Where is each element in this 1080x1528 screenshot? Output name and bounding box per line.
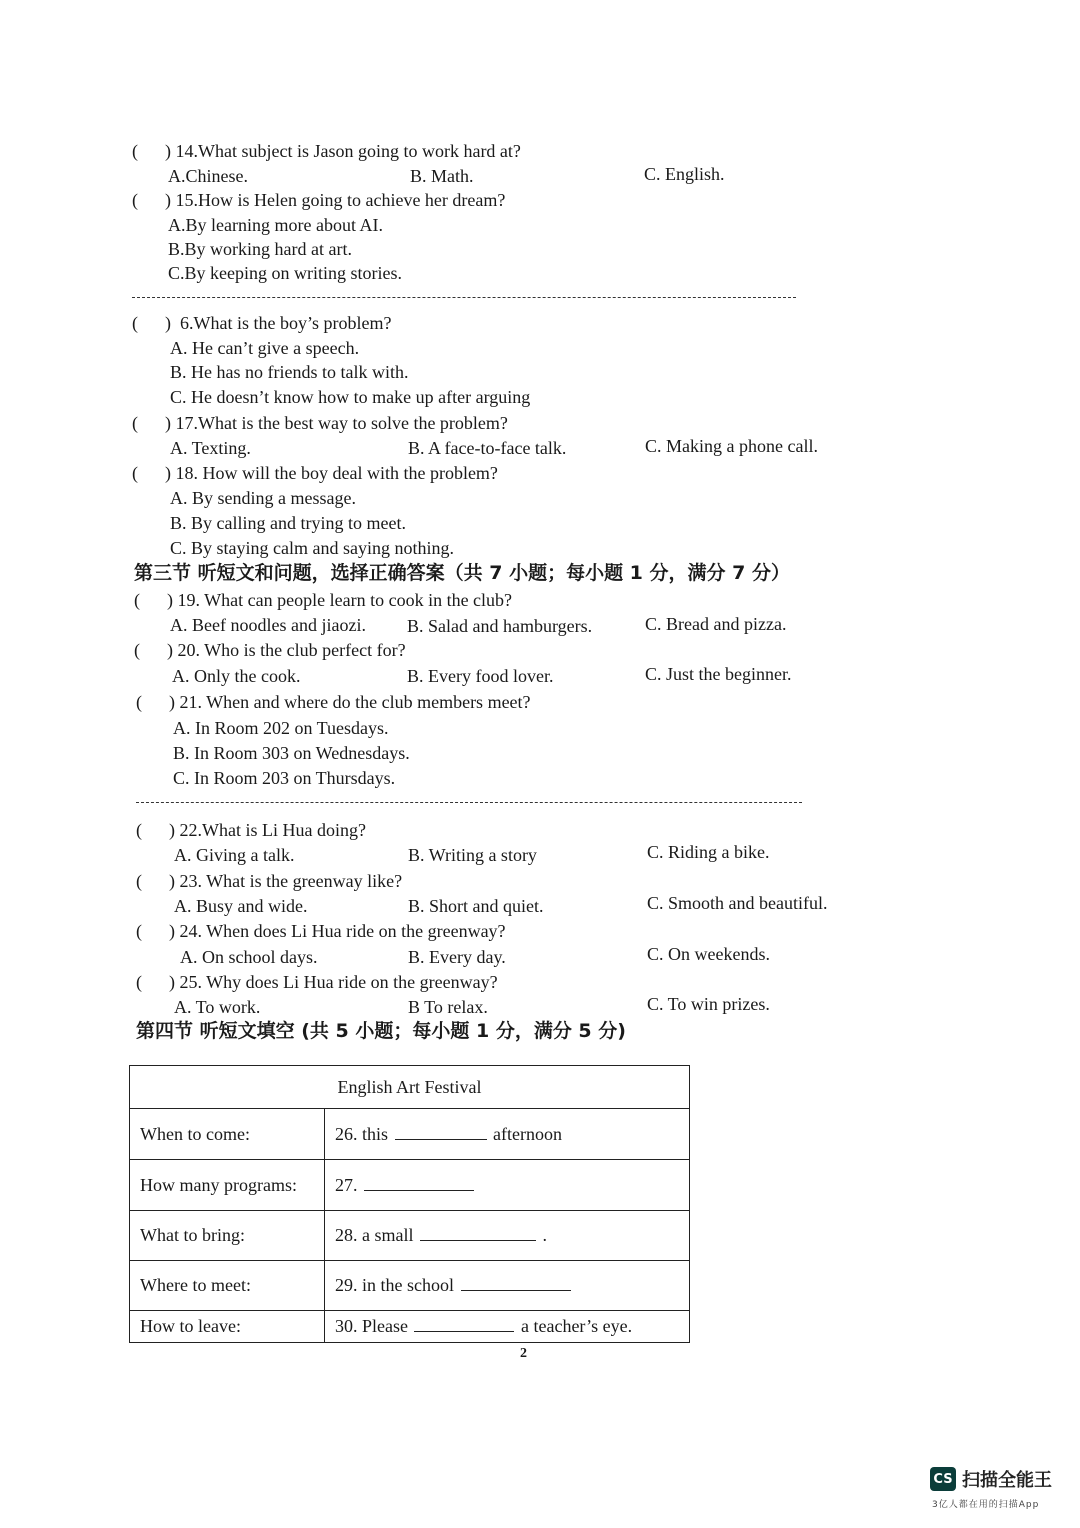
q17-option-c: C. Making a phone call. xyxy=(645,436,818,456)
q23-stem: ( ) 23. What is the greenway like? xyxy=(136,871,403,891)
cs-logo-icon: CS xyxy=(930,1467,956,1491)
answer-suffix: afternoon xyxy=(493,1123,562,1144)
q18-option-b: B. By calling and trying to meet. xyxy=(170,513,406,533)
q25-option-a: A. To work. xyxy=(174,997,261,1017)
answer-prefix: 26. this xyxy=(335,1123,389,1144)
q23-option-b: B. Short and quiet. xyxy=(408,896,544,916)
q17-stem: ( ) 17.What is the best way to solve the problem? xyxy=(132,413,508,433)
q24-option-c: C. On weekends. xyxy=(647,944,770,964)
row-answer-26 xyxy=(325,1109,690,1160)
q15-stem: ( ) 15.How is Helen going to achieve her dream? xyxy=(132,190,506,210)
q14-option-a: A.Chinese. xyxy=(168,166,248,186)
row-answer-30 xyxy=(325,1311,690,1343)
q23-option-a: A. Busy and wide. xyxy=(174,896,308,916)
q20-option-c: C. Just the beginner. xyxy=(645,664,792,684)
q25-option-b: B To relax. xyxy=(408,997,488,1017)
q19-option-c: C. Bread and pizza. xyxy=(645,614,787,634)
q15-option-b: B.By working hard at art. xyxy=(168,239,352,259)
q19-option-b: B. Salad and hamburgers. xyxy=(407,616,593,636)
q22-option-c: C. Riding a bike. xyxy=(647,842,770,862)
row-label: When to come: xyxy=(130,1109,325,1160)
watermark-tagline: 3亿人都在用的扫描App xyxy=(932,1500,1040,1510)
section3-heading: 第三节 听短文和问题，选择正确答案（共 7 小题；每小题 1 分，满分 7 分） xyxy=(134,562,790,584)
row-answer-29 xyxy=(325,1261,690,1311)
table-row xyxy=(130,1261,690,1311)
answer-prefix: 28. a small xyxy=(335,1225,414,1245)
q21-option-a: A. In Room 202 on Tuesdays. xyxy=(173,718,389,738)
answer-blank-29[interactable] xyxy=(461,1276,571,1291)
q18-stem: ( ) 18. How will the boy deal with the problem? xyxy=(132,463,498,483)
answer-prefix: 30. Please xyxy=(335,1316,408,1336)
row-label: How many programs: xyxy=(130,1160,325,1211)
q16-option-a: A. He can’t give a speech. xyxy=(170,338,360,358)
row-label: How to leave: xyxy=(130,1311,325,1343)
q19-option-a: A. Beef noodles and jiaozi. xyxy=(170,615,366,635)
art-festival-table xyxy=(129,1065,690,1343)
row-label: What to bring: xyxy=(130,1211,325,1261)
watermark-brand: 扫描全能王 xyxy=(962,1470,1052,1491)
section4-heading: 第四节 听短文填空 (共 5 小题；每小题 1 分，满分 5 分) xyxy=(136,1020,626,1042)
q14-option-b: B. Math. xyxy=(410,166,474,186)
row-answer-27 xyxy=(325,1160,690,1211)
answer-suffix: a teacher’s eye. xyxy=(520,1316,633,1336)
q17-option-a: A. Texting. xyxy=(170,438,251,458)
q18-option-a: A. By sending a message. xyxy=(170,488,356,508)
q22-option-b: B. Writing a story xyxy=(408,845,537,865)
q14-option-c: C. English. xyxy=(644,164,725,184)
q21-option-c: C. In Room 203 on Thursdays. xyxy=(173,768,396,788)
q20-stem: ( ) 20. Who is the club perfect for? xyxy=(134,640,406,660)
q18-option-c: C. By staying calm and saying nothing. xyxy=(170,538,454,558)
q16-stem: ( ) 6.What is the boy’s problem? xyxy=(132,313,392,333)
answer-suffix: . xyxy=(542,1225,547,1245)
scanner-watermark xyxy=(930,1466,1052,1492)
q17-option-b: B. A face-to-face talk. xyxy=(408,438,567,458)
row-answer-28 xyxy=(325,1211,690,1261)
q24-option-b: B. Every day. xyxy=(408,947,506,967)
answer-blank-26[interactable] xyxy=(395,1125,487,1140)
q23-option-c: C. Smooth and beautiful. xyxy=(647,893,828,913)
dashed-divider xyxy=(132,297,796,298)
q19-stem: ( ) 19. What can people learn to cook in the club? xyxy=(134,590,513,610)
table-row xyxy=(130,1109,690,1160)
q25-option-c: C. To win prizes. xyxy=(647,994,770,1014)
row-label: Where to meet: xyxy=(130,1261,325,1311)
q14-stem: ( ) 14.What subject is Jason going to work hard at? xyxy=(132,141,521,161)
q20-option-b: B. Every food lover. xyxy=(407,666,554,686)
q24-stem: ( ) 24. When does Li Hua ride on the greenway? xyxy=(136,921,506,941)
table-title: English Art Festival xyxy=(130,1066,690,1109)
table-row xyxy=(130,1211,690,1261)
table-row xyxy=(130,1160,690,1211)
table-row xyxy=(130,1311,690,1343)
dashed-divider xyxy=(136,802,802,803)
q16-option-b: B. He has no friends to talk with. xyxy=(170,362,409,382)
q15-option-c: C.By keeping on writing stories. xyxy=(168,263,402,283)
q15-option-a: A.By learning more about AI. xyxy=(168,215,383,235)
answer-blank-30[interactable] xyxy=(414,1317,514,1332)
q16-option-c: C. He doesn’t know how to make up after arguing xyxy=(170,387,531,407)
q22-stem: ( ) 22.What is Li Hua doing? xyxy=(136,820,366,840)
answer-blank-28[interactable] xyxy=(420,1226,536,1241)
q21-option-b: B. In Room 303 on Wednesdays. xyxy=(173,743,410,763)
q21-stem: ( ) 21. When and where do the club members meet? xyxy=(136,692,531,712)
q25-stem: ( ) 25. Why does Li Hua ride on the greenway? xyxy=(136,972,498,992)
answer-prefix: 29. in the school xyxy=(335,1275,454,1295)
answer-prefix: 27. xyxy=(335,1174,358,1195)
page-number: 2 xyxy=(520,1346,527,1361)
q24-option-a: A. On school days. xyxy=(180,947,318,967)
q22-option-a: A. Giving a talk. xyxy=(174,845,295,865)
q20-option-a: A. Only the cook. xyxy=(172,666,301,686)
answer-blank-27[interactable] xyxy=(364,1176,474,1191)
